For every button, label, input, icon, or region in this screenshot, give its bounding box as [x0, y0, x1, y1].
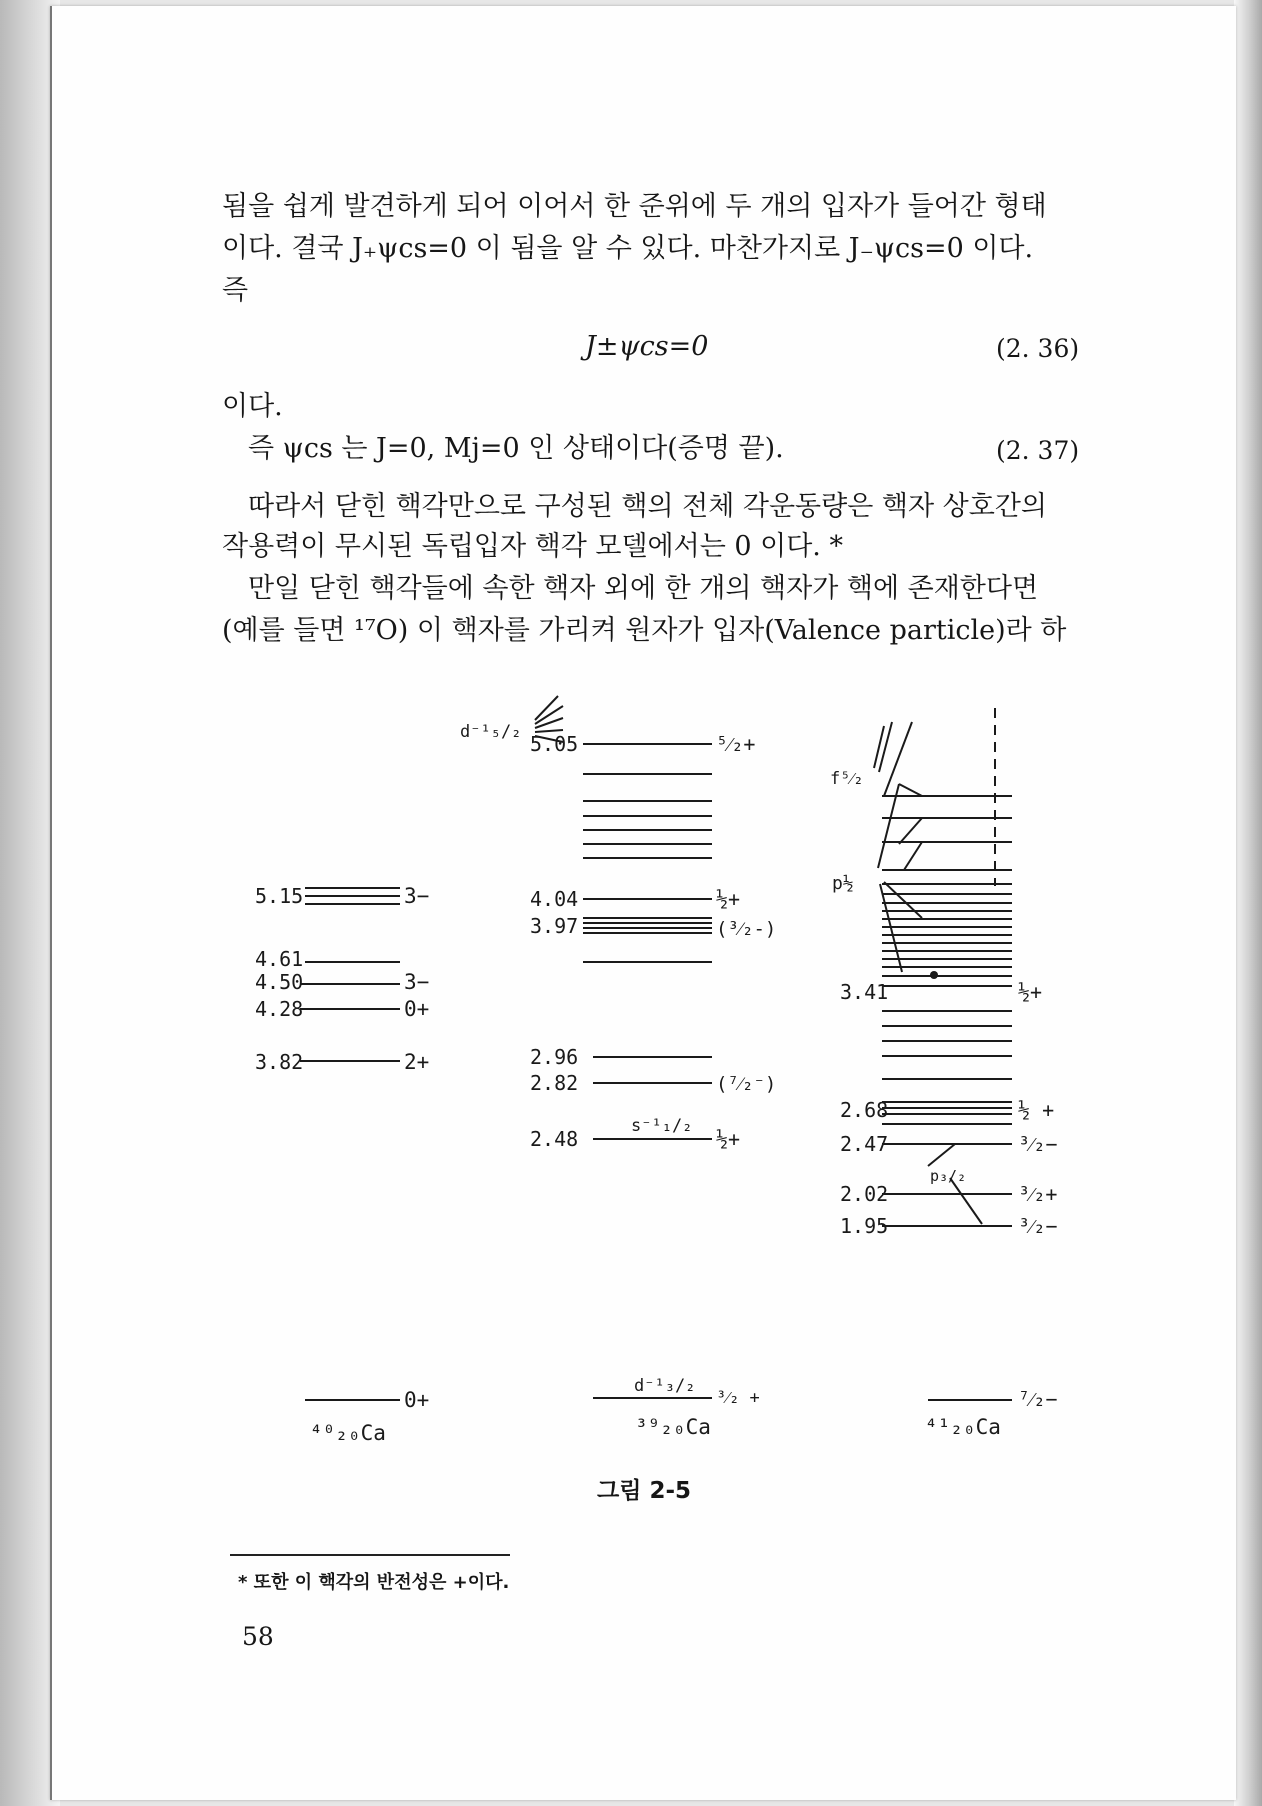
connector-line — [899, 784, 922, 796]
energy-label: 4.61 — [255, 947, 304, 971]
spin-label: 0+ — [404, 997, 430, 1021]
connector-line — [884, 882, 922, 918]
energy-label: 2.68 — [840, 1098, 889, 1122]
spin-label: ⁵⁄₂+ — [716, 732, 756, 756]
energy-label: 3.97 — [530, 914, 579, 938]
config-label: f⁵⁄₂ — [830, 769, 864, 789]
energy-label: 4.04 — [530, 887, 579, 911]
spin-label: ³⁄₂ + — [716, 1388, 760, 1408]
page-number: 58 — [242, 1622, 274, 1651]
spin-label: ½+ — [1018, 980, 1043, 1004]
config-label: p₃/₂ — [930, 1167, 967, 1185]
spin-label: 2+ — [404, 1050, 430, 1074]
energy-label: 2.82 — [530, 1071, 579, 1095]
spin-label: 3− — [404, 970, 430, 994]
spin-label: (³⁄₂-) — [716, 918, 777, 940]
book-page — [50, 6, 1236, 1800]
spin-label: ½+ — [716, 887, 741, 911]
energy-label: 5.15 — [255, 884, 304, 908]
spin-label: ³⁄₂− — [1018, 1132, 1058, 1156]
body-line: 즉 ψcs 는 J=0, Mj=0 인 상태이다(증명 끝). — [248, 433, 784, 464]
figure-caption: 그림 2-5 — [597, 1478, 691, 1504]
energy-label: 2.02 — [840, 1182, 889, 1206]
energy-level-diagram — [52, 6, 1236, 1466]
spin-label: 0+ — [404, 1388, 430, 1412]
config-label: p½ — [832, 873, 854, 894]
energy-label: 3.82 — [255, 1050, 304, 1074]
energy-label: 1.95 — [840, 1214, 889, 1238]
spin-label: ³⁄₂− — [1018, 1214, 1058, 1238]
level-dot — [930, 971, 938, 979]
body-line: 즉 — [222, 275, 249, 306]
spin-label: ½ + — [1018, 1098, 1055, 1122]
equation-number: (2. 36) — [996, 334, 1080, 363]
connector-line — [904, 842, 922, 870]
spin-label: ³⁄₂+ — [1018, 1182, 1058, 1206]
energy-label: 2.48 — [530, 1127, 579, 1151]
footnote-rule — [230, 1554, 510, 1556]
nucleus-label: ³⁹₂₀Ca — [635, 1415, 711, 1439]
footnote: * 또한 이 핵각의 반전성은 +이다. — [238, 1572, 510, 1593]
energy-label: 5.05 — [530, 732, 579, 756]
energy-label: 4.28 — [255, 997, 304, 1021]
body-line: 작용력이 무시된 독립입자 핵각 모델에서는 0 이다. * — [222, 531, 843, 562]
body-line: 이다. 결국 J₊ψcs=0 이 됨을 알 수 있다. 마찬가지로 J₋ψcs=0 이다. — [222, 233, 1034, 264]
page-right-shadow — [1234, 0, 1262, 1806]
connector-line — [899, 818, 922, 844]
body-line: 됨을 쉽게 발견하게 되어 이어서 한 준위에 두 개의 입자가 들어간 형태 — [222, 191, 1047, 222]
energy-label: 2.96 — [530, 1045, 579, 1069]
connector-line — [879, 722, 892, 772]
energy-label: 4.50 — [255, 970, 304, 994]
nucleus-label: ⁴⁰₂₀Ca — [310, 1421, 386, 1445]
fan-line — [535, 718, 563, 728]
body-line: (예를 들면 ¹⁷O) 이 핵자를 가리켜 원자가 입자(Valence particle)라 하 — [222, 615, 1067, 646]
connector-line — [928, 1144, 955, 1166]
equation-number: (2. 37) — [996, 436, 1080, 465]
equation: J±ψcs=0 — [585, 331, 709, 362]
body-line: 따라서 닫힌 핵각만으로 구성된 핵의 전체 각운동량은 핵자 상호간의 — [248, 491, 1047, 522]
config-label: d⁻¹₃/₂ — [634, 1376, 696, 1396]
energy-label: 3.41 — [840, 980, 889, 1004]
config-label: d⁻¹₅/₂ — [460, 722, 522, 742]
body-line: 만일 닫힌 핵각들에 속한 핵자 외에 한 개의 핵자가 핵에 존재한다면 — [248, 573, 1039, 604]
config-label: s⁻¹₁/₂ — [631, 1116, 693, 1136]
body-line: 이다. — [222, 391, 283, 422]
spin-label: ⁷⁄₂− — [1018, 1387, 1058, 1411]
spin-label: 3− — [404, 884, 430, 908]
spin-label: ½+ — [716, 1127, 741, 1151]
energy-label: 2.47 — [840, 1132, 889, 1156]
nucleus-label: ⁴¹₂₀Ca — [925, 1415, 1001, 1439]
spin-label: (⁷⁄₂⁻) — [716, 1073, 777, 1095]
